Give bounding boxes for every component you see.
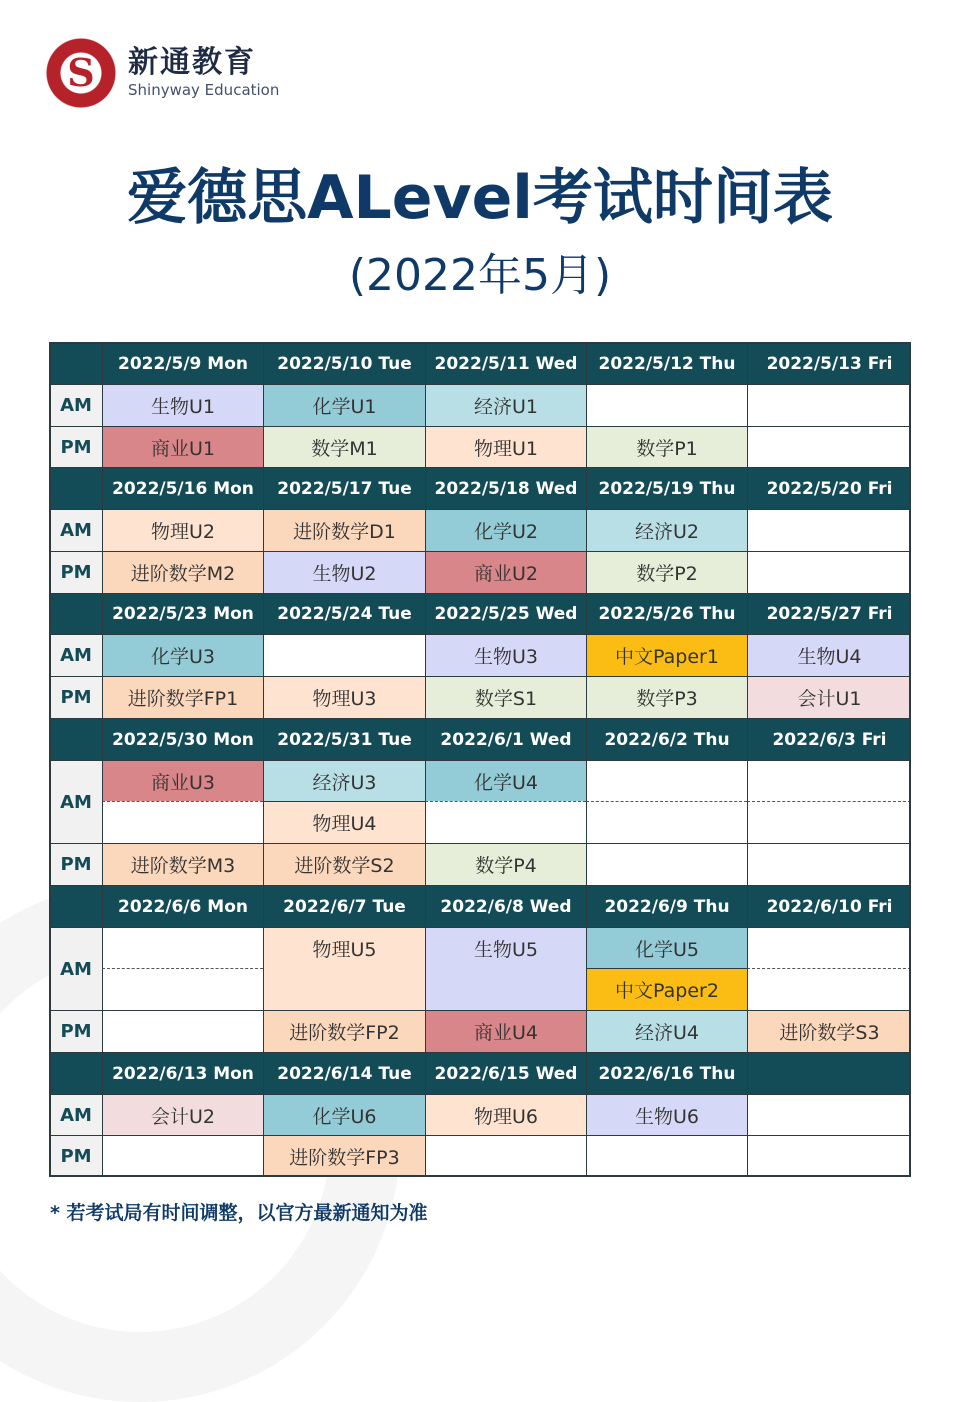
- date-header: 2022/5/18 Wed: [425, 467, 586, 509]
- exam-cell: [102, 927, 263, 968]
- exam-cell: 化学U2: [425, 509, 586, 551]
- exam-cell: [102, 801, 263, 843]
- exam-cell: 化学U5: [586, 927, 747, 968]
- exam-cell: [747, 1094, 911, 1135]
- exam-cell: 中文Paper1: [586, 634, 747, 676]
- am-label: AM: [49, 634, 102, 676]
- date-header: 2022/6/2 Thu: [586, 718, 747, 760]
- pm-label: PM: [49, 1010, 102, 1052]
- date-header: 2022/5/10 Tue: [263, 342, 425, 384]
- exam-cell: [586, 760, 747, 801]
- exam-cell: 商业U4: [425, 1010, 586, 1052]
- exam-cell: [747, 384, 911, 426]
- exam-cell: [425, 968, 586, 1010]
- exam-cell: [102, 1135, 263, 1177]
- exam-cell: [586, 801, 747, 843]
- exam-cell: 中文Paper2: [586, 968, 747, 1010]
- brand-logo: [46, 38, 279, 108]
- date-header: 2022/6/6 Mon: [102, 885, 263, 927]
- date-header: 2022/6/15 Wed: [425, 1052, 586, 1094]
- exam-cell: [102, 1010, 263, 1052]
- week-header-corner: [49, 342, 102, 384]
- exam-cell: 物理U6: [425, 1094, 586, 1135]
- exam-cell: 商业U1: [102, 426, 263, 467]
- exam-cell: 物理U4: [263, 801, 425, 843]
- exam-cell: 进阶数学FP3: [263, 1135, 425, 1177]
- exam-cell: 数学M1: [263, 426, 425, 467]
- exam-cell: 会计U2: [102, 1094, 263, 1135]
- exam-cell: 物理U1: [425, 426, 586, 467]
- date-header: 2022/5/20 Fri: [747, 467, 911, 509]
- week-header-corner: [49, 885, 102, 927]
- exam-cell: [586, 1135, 747, 1177]
- exam-cell: [102, 968, 263, 1010]
- am-label: AM: [49, 1094, 102, 1135]
- exam-cell: [425, 1135, 586, 1177]
- exam-cell: [263, 968, 425, 1010]
- exam-cell: 经济U2: [586, 509, 747, 551]
- week-header-corner: [49, 718, 102, 760]
- week-header-corner: [49, 1052, 102, 1094]
- exam-cell: 进阶数学FP1: [102, 676, 263, 718]
- exam-cell: 化学U3: [102, 634, 263, 676]
- page-subtitle: (2022年5月): [348, 250, 612, 301]
- exam-cell: 经济U4: [586, 1010, 747, 1052]
- exam-cell: 生物U4: [747, 634, 911, 676]
- am-label: AM: [49, 927, 102, 1010]
- date-header: 2022/6/10 Fri: [747, 885, 911, 927]
- exam-cell: 商业U3: [102, 760, 263, 801]
- date-header: 2022/6/13 Mon: [102, 1052, 263, 1094]
- date-header: [747, 1052, 911, 1094]
- exam-cell: 化学U6: [263, 1094, 425, 1135]
- exam-cell: 物理U5: [263, 927, 425, 968]
- pm-label: PM: [49, 551, 102, 593]
- exam-cell: 数学S1: [425, 676, 586, 718]
- date-header: 2022/5/23 Mon: [102, 593, 263, 634]
- exam-cell: 经济U1: [425, 384, 586, 426]
- exam-cell: [747, 801, 911, 843]
- date-header: 2022/5/26 Thu: [586, 593, 747, 634]
- exam-cell: 数学P1: [586, 426, 747, 467]
- am-label: AM: [49, 509, 102, 551]
- exam-cell: 物理U2: [102, 509, 263, 551]
- exam-cell: [586, 384, 747, 426]
- page-title: 爱德思ALevel考试时间表: [127, 163, 833, 233]
- exam-cell: 会计U1: [747, 676, 911, 718]
- exam-cell: [425, 801, 586, 843]
- date-header: 2022/5/27 Fri: [747, 593, 911, 634]
- date-header: 2022/5/17 Tue: [263, 467, 425, 509]
- date-header: 2022/6/16 Thu: [586, 1052, 747, 1094]
- exam-cell: [747, 1135, 911, 1177]
- exam-cell: 数学P2: [586, 551, 747, 593]
- exam-cell: 数学P4: [425, 843, 586, 885]
- exam-cell: 物理U3: [263, 676, 425, 718]
- exam-cell: 生物U5: [425, 927, 586, 968]
- date-header: 2022/5/30 Mon: [102, 718, 263, 760]
- week-header-corner: [49, 467, 102, 509]
- exam-cell: [263, 634, 425, 676]
- date-header: 2022/6/1 Wed: [425, 718, 586, 760]
- exam-cell: 数学P3: [586, 676, 747, 718]
- am-label: AM: [49, 384, 102, 426]
- exam-cell: 进阶数学S3: [747, 1010, 911, 1052]
- date-header: 2022/6/3 Fri: [747, 718, 911, 760]
- exam-cell: 生物U2: [263, 551, 425, 593]
- exam-cell: 商业U2: [425, 551, 586, 593]
- exam-cell: [747, 426, 911, 467]
- pm-label: PM: [49, 1135, 102, 1177]
- exam-cell: 经济U3: [263, 760, 425, 801]
- pm-label: PM: [49, 426, 102, 467]
- date-header: 2022/6/9 Thu: [586, 885, 747, 927]
- week-header-corner: [49, 593, 102, 634]
- date-header: 2022/5/16 Mon: [102, 467, 263, 509]
- exam-cell: 进阶数学M2: [102, 551, 263, 593]
- footnote: * 若考试局有时间调整，以官方最新通知为准: [50, 1202, 428, 1224]
- exam-cell: 生物U6: [586, 1094, 747, 1135]
- am-label: AM: [49, 760, 102, 843]
- date-header: 2022/5/24 Tue: [263, 593, 425, 634]
- exam-cell: 进阶数学FP2: [263, 1010, 425, 1052]
- date-header: 2022/5/31 Tue: [263, 718, 425, 760]
- exam-cell: 进阶数学S2: [263, 843, 425, 885]
- date-header: 2022/5/13 Fri: [747, 342, 911, 384]
- brand-name-cn: 新通教育: [128, 45, 256, 80]
- exam-cell: 化学U4: [425, 760, 586, 801]
- brand-name-en: Shinyway Education: [128, 81, 280, 99]
- pm-label: PM: [49, 676, 102, 718]
- date-header: 2022/6/8 Wed: [425, 885, 586, 927]
- exam-cell: 生物U1: [102, 384, 263, 426]
- date-header: 2022/6/7 Tue: [263, 885, 425, 927]
- brand-text: [128, 46, 279, 100]
- date-header: 2022/5/11 Wed: [425, 342, 586, 384]
- exam-cell: [747, 760, 911, 801]
- exam-schedule-table: [49, 342, 911, 1177]
- exam-cell: 进阶数学D1: [263, 509, 425, 551]
- exam-cell: [747, 927, 911, 968]
- exam-cell: [586, 843, 747, 885]
- date-header: 2022/5/9 Mon: [102, 342, 263, 384]
- exam-cell: 化学U1: [263, 384, 425, 426]
- pm-label: PM: [49, 843, 102, 885]
- exam-cell: [747, 843, 911, 885]
- exam-cell: [747, 509, 911, 551]
- exam-cell: [747, 551, 911, 593]
- date-header: 2022/6/14 Tue: [263, 1052, 425, 1094]
- exam-cell: 进阶数学M3: [102, 843, 263, 885]
- exam-cell: [747, 968, 911, 1010]
- date-header: 2022/5/19 Thu: [586, 467, 747, 509]
- date-header: 2022/5/12 Thu: [586, 342, 747, 384]
- date-header: 2022/5/25 Wed: [425, 593, 586, 634]
- exam-cell: 生物U3: [425, 634, 586, 676]
- shinyway-logo-icon: S: [46, 38, 116, 108]
